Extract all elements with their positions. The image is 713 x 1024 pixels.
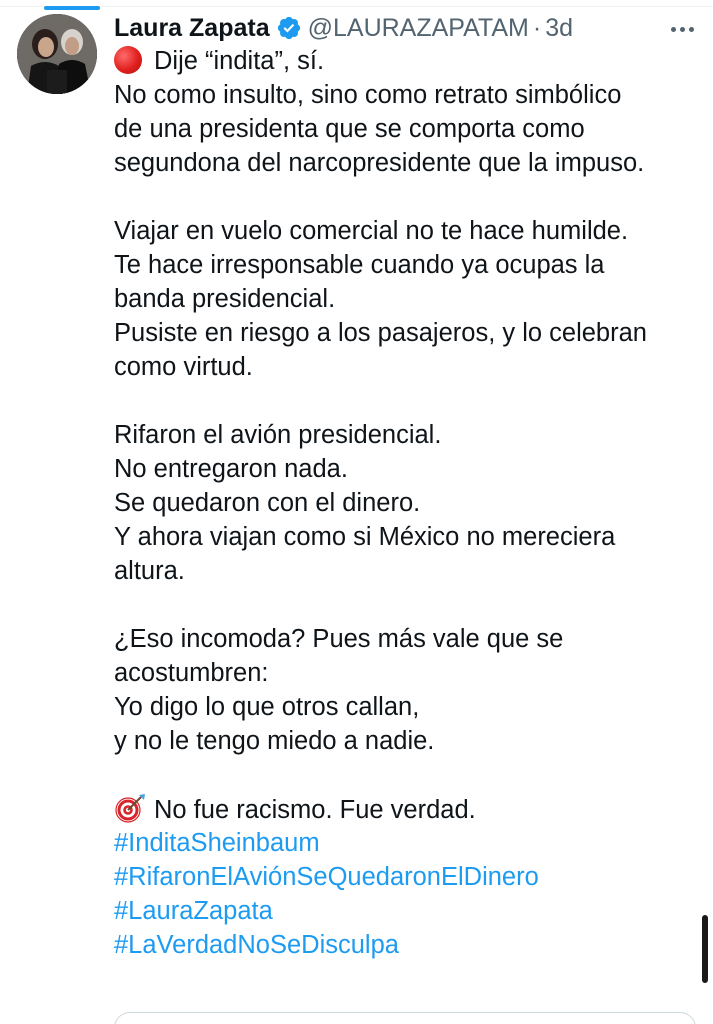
paragraph-gap [114, 180, 704, 214]
tweet-line: Rifaron el avión presidencial. [114, 421, 442, 449]
tweet-line: Yo digo lo que otros callan, [114, 693, 420, 721]
tweet-line: de una presidenta que se comporta como [114, 115, 585, 143]
tweet-header [114, 8, 573, 48]
top-divider [0, 0, 713, 7]
hashtag-link[interactable]: #InditaSheinbaum [114, 829, 320, 857]
paragraph-gap [114, 588, 704, 622]
tweet-timestamp[interactable]: 3d [545, 14, 573, 42]
hashtag-link[interactable]: #RifaronElAviónSeQuedaronElDinero [114, 863, 539, 891]
avatar[interactable] [17, 14, 97, 94]
tweet-line: banda presidencial. [114, 285, 336, 313]
next-card-edge [114, 1012, 696, 1024]
separator-dot: · [532, 14, 542, 42]
tweet-line: Viajar en vuelo comercial no te hace humilde. [114, 217, 629, 245]
tweet-line: No fue racismo. Fue verdad. [114, 792, 704, 826]
more-options-icon[interactable] [667, 14, 697, 44]
tweet-line: altura. [114, 557, 185, 585]
red-circle-icon [114, 46, 142, 74]
tweet-line: Pusiste en riesgo a los pasajeros, y lo celebran [114, 319, 647, 347]
tweet-line: Dije “indita”, sí. [114, 44, 704, 78]
author-name[interactable]: Laura Zapata [114, 14, 270, 42]
tweet-line: y no le tengo miedo a nadie. [114, 727, 435, 755]
tweet-line: acostumbren: [114, 659, 269, 687]
hashtag-link[interactable]: #LaVerdadNoSeDisculpa [114, 931, 399, 959]
paragraph-gap [114, 758, 704, 792]
paragraph-gap [114, 384, 704, 418]
tweet-line: como virtud. [114, 353, 253, 381]
avatar-photo [17, 14, 97, 94]
tweet-line: segundona del narcopresidente que la impuso. [114, 149, 645, 177]
tweet-line: No entregaron nada. [114, 455, 348, 483]
direct-hit-icon [114, 792, 146, 824]
tweet-line: Se quedaron con el dinero. [114, 489, 421, 517]
tweet-line: Y ahora viajan como si México no mereciera [114, 523, 616, 551]
scrollbar-thumb[interactable] [702, 915, 708, 983]
tweet-text [114, 44, 704, 962]
author-handle[interactable]: @LAURAZAPATAM [307, 14, 529, 42]
tweet-line: ¿Eso incomoda? Pues más vale que se [114, 625, 564, 653]
refresh-indicator [44, 6, 100, 10]
tweet-line: Te hace irresponsable cuando ya ocupas la [114, 251, 605, 279]
verified-badge-icon [276, 15, 302, 41]
tweet-line: No como insulto, sino como retrato simbólico [114, 81, 622, 109]
hashtag-link[interactable]: #LauraZapata [114, 897, 273, 925]
